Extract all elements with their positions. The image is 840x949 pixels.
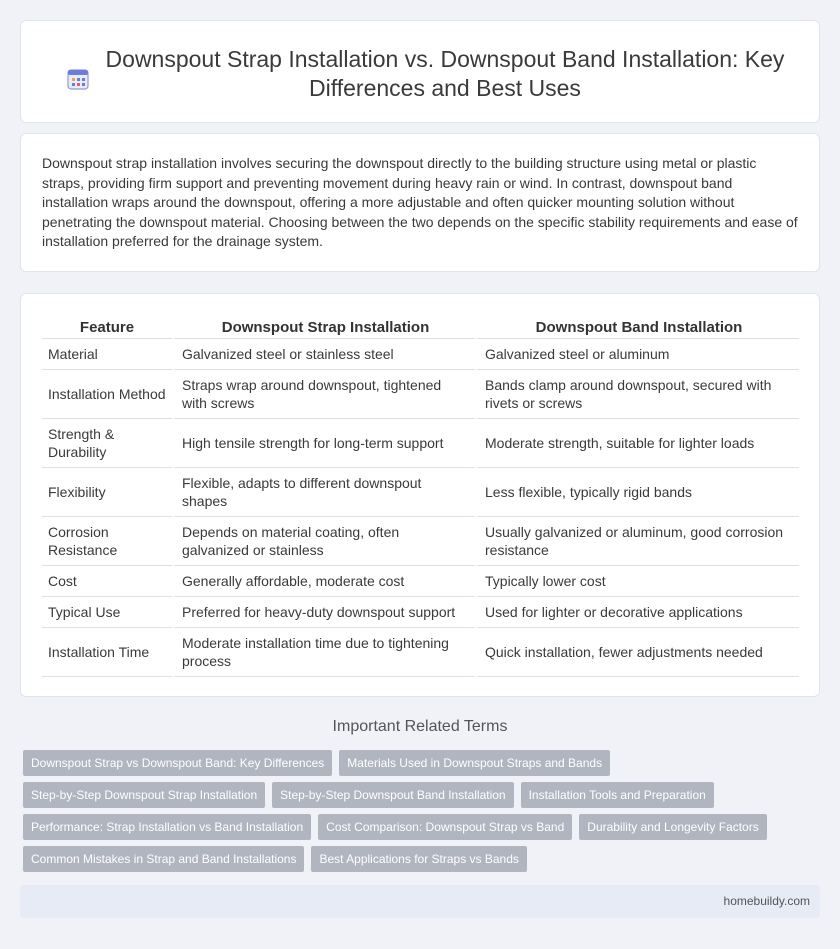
table-cell-feature: Corrosion Resistance [42,517,172,566]
table-cell-feature: Strength & Durability [42,419,172,468]
related-term-tag[interactable]: Common Mistakes in Strap and Band Installations [23,846,304,872]
comparison-table [42,313,799,677]
intro-paragraph: Downspout strap installation involves securing the downspout directly to the building structure using metal or plastic straps, providing firm support and preventing movement during heavy rain or wind. In contrast, downspout band installation wraps around the downspout, offering a more adjustable and often quicker mounting solution without penetrating the downspout material. Choosing between the two depends on the specific stability requirements and ease of installation preferred for the drainage system. [42,155,798,250]
table-cell-feature: Cost [42,566,172,597]
tag-row [23,782,823,808]
table-row [42,468,799,517]
table-cell-strap: Moderate installation time due to tightening process [172,628,475,677]
table-cell-band: Quick installation, fewer adjustments needed [475,628,799,677]
column-header-band: Downspout Band Installation [475,313,799,339]
table-row [42,339,799,370]
table-cell-band: Bands clamp around downspout, secured with rivets or screws [475,370,799,419]
table-cell-strap: High tensile strength for long-term support [172,419,475,468]
table-row [42,517,799,566]
footer-site-name[interactable]: homebuildy.com [723,894,810,908]
table-cell-band: Usually galvanized or aluminum, good corrosion resistance [475,517,799,566]
comparison-card [20,293,820,697]
footer [20,885,820,918]
related-terms-heading: Important Related Terms [332,718,508,735]
title-card [20,20,820,123]
related-term-tag[interactable]: Step-by-Step Downspout Strap Installation [23,782,265,808]
table-row [42,566,799,597]
tag-row [23,814,823,840]
table-cell-strap: Straps wrap around downspout, tightened with screws [172,370,475,419]
table-cell-strap: Preferred for heavy-duty downspout support [172,597,475,628]
tag-row [23,750,823,776]
related-term-tag[interactable]: Downspout Strap vs Downspout Band: Key Differences [23,750,332,776]
table-cell-strap: Galvanized steel or stainless steel [172,339,475,370]
related-term-tag[interactable]: Durability and Longevity Factors [579,814,766,840]
intro-card [20,133,820,272]
table-row [42,628,799,677]
related-term-tag[interactable]: Materials Used in Downspout Straps and Bands [339,750,610,776]
table-cell-band: Less flexible, typically rigid bands [475,468,799,517]
table-row [42,419,799,468]
table-cell-feature: Typical Use [42,597,172,628]
column-header-feature: Feature [42,313,172,339]
table-cell-band: Used for lighter or decorative applications [475,597,799,628]
table-cell-band: Typically lower cost [475,566,799,597]
table-row [42,370,799,419]
table-cell-strap: Depends on material coating, often galvanized or stainless [172,517,475,566]
table-cell-band: Galvanized steel or aluminum [475,339,799,370]
table-cell-feature: Installation Time [42,628,172,677]
table-cell-strap: Generally affordable, moderate cost [172,566,475,597]
table-cell-strap: Flexible, adapts to different downspout shapes [172,468,475,517]
related-term-tag[interactable]: Step-by-Step Downspout Band Installation [272,782,513,808]
table-cell-feature: Installation Method [42,370,172,419]
table-header-row [42,313,799,339]
related-term-tag[interactable]: Cost Comparison: Downspout Strap vs Band [318,814,572,840]
related-term-tag[interactable]: Performance: Strap Installation vs Band Installation [23,814,311,840]
related-terms-list [23,750,823,878]
table-cell-feature: Flexibility [42,468,172,517]
tag-row [23,846,823,872]
column-header-strap: Downspout Strap Installation [172,313,475,339]
page-title: Downspout Strap Installation vs. Downspout Band Installation: Key Differences and Best Uses [105,46,785,101]
related-term-tag[interactable]: Best Applications for Straps vs Bands [311,846,526,872]
table-row [42,597,799,628]
related-term-tag[interactable]: Installation Tools and Preparation [521,782,714,808]
table-cell-feature: Material [42,339,172,370]
table-cell-band: Moderate strength, suitable for lighter loads [475,419,799,468]
